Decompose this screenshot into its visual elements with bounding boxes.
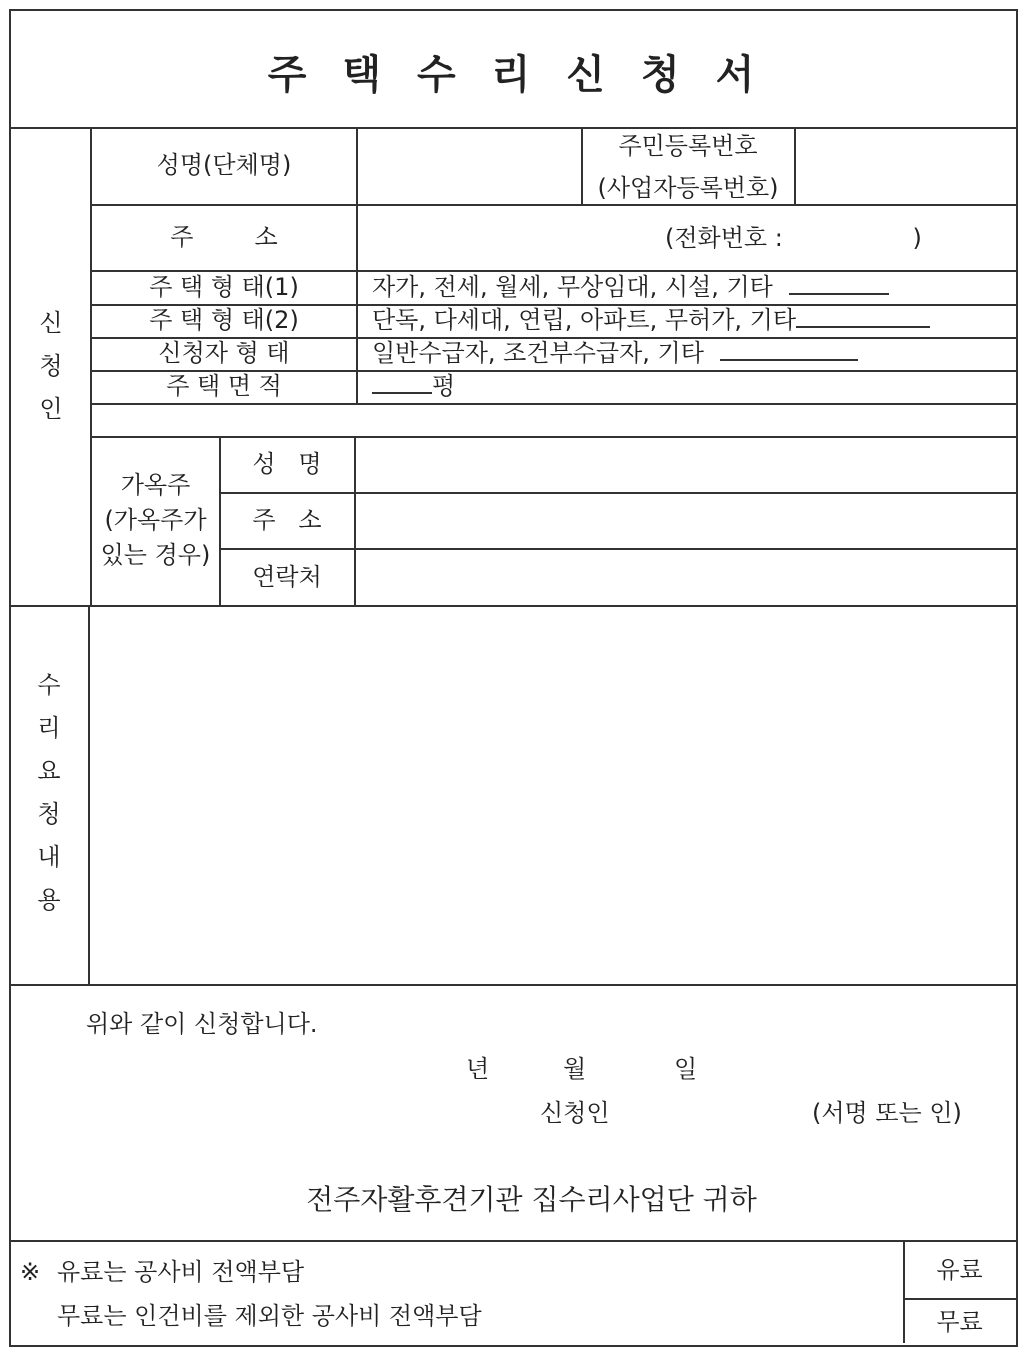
rule-repair-bottom — [9, 984, 1016, 986]
area-field — [372, 374, 455, 398]
applicant-section-label: 신 청 인 — [39, 309, 63, 423]
paid-option[interactable]: 유료 — [936, 1256, 983, 1284]
rule-address-row — [92, 270, 1016, 272]
date-day: 일 — [674, 1055, 698, 1083]
rule-paid-free — [903, 1298, 1016, 1300]
owner-address-input[interactable] — [356, 494, 1014, 547]
date-year: 년 — [466, 1055, 490, 1083]
rule-footer-top — [9, 1240, 1016, 1242]
house-type1-other-blank[interactable] — [789, 279, 889, 295]
owner-address-label: 주 소 — [252, 506, 322, 534]
owner-label-1: 가옥주 — [120, 471, 191, 499]
form-title: 주택수리신청서 — [267, 51, 791, 98]
date-month: 월 — [563, 1055, 587, 1083]
applicant-type-options: 일반수급자, 조건부수급자, 기타 — [372, 341, 858, 365]
footer-note-1: 유료는 공사비 전액부담 — [57, 1258, 305, 1286]
house-type2-other-blank[interactable] — [796, 312, 930, 328]
address-input[interactable] — [358, 206, 658, 269]
owner-contact-label: 연락처 — [252, 563, 322, 591]
owner-contact-input[interactable] — [356, 550, 1014, 604]
id-number-input[interactable] — [796, 129, 1014, 203]
name-label: 성명(단체명) — [156, 151, 292, 179]
house-type1-options: 자가, 전세, 월세, 무상임대, 시설, 기타 — [372, 275, 889, 299]
area-label: 주 택 면 적 — [166, 372, 282, 400]
rule-section-col — [90, 127, 92, 607]
owner-label-3: 있는 경우) — [100, 541, 211, 569]
declaration-statement: 위와 같이 신청합니다. — [86, 1010, 318, 1038]
free-option[interactable]: 무료 — [936, 1308, 983, 1336]
footer-note-2: 무료는 인건비를 제외한 공사비 전액부담 — [57, 1302, 482, 1330]
applicant-signature-label: 신청인 — [540, 1099, 610, 1127]
repair-section-label: 수 리 요 청 내 용 — [37, 671, 61, 914]
repair-request-textarea[interactable] — [90, 607, 1014, 983]
applicant-type-label: 신청자 형 태 — [158, 339, 290, 367]
owner-name-label: 성 명 — [252, 450, 322, 478]
id-label-1: 주민등록번호 — [618, 132, 758, 160]
name-input[interactable] — [358, 129, 580, 203]
applicant-type-other-blank[interactable] — [720, 345, 858, 361]
owner-label-2: (가옥주가 — [104, 506, 207, 534]
rule-area-row — [92, 403, 1016, 405]
recipient: 전주자활후견기관 집수리사업단 귀하 — [306, 1183, 757, 1216]
house-type2-label: 주 택 형 태(2) — [149, 306, 299, 334]
owner-name-input[interactable] — [356, 438, 1014, 491]
signature-note: (서명 또는 인) — [812, 1099, 962, 1127]
phone-label: (전화번호 : ) — [665, 224, 922, 252]
id-label-2: (사업자등록번호) — [597, 174, 779, 202]
area-unit: 평 — [432, 372, 456, 400]
house-type1-label: 주 택 형 태(1) — [149, 273, 299, 301]
note-mark: ※ — [20, 1258, 41, 1286]
house-type2-options: 단독, 다세대, 연립, 아파트, 무허가, 기타 — [372, 308, 930, 332]
address-label: 주 소 — [170, 223, 278, 251]
area-input[interactable] — [372, 378, 432, 394]
